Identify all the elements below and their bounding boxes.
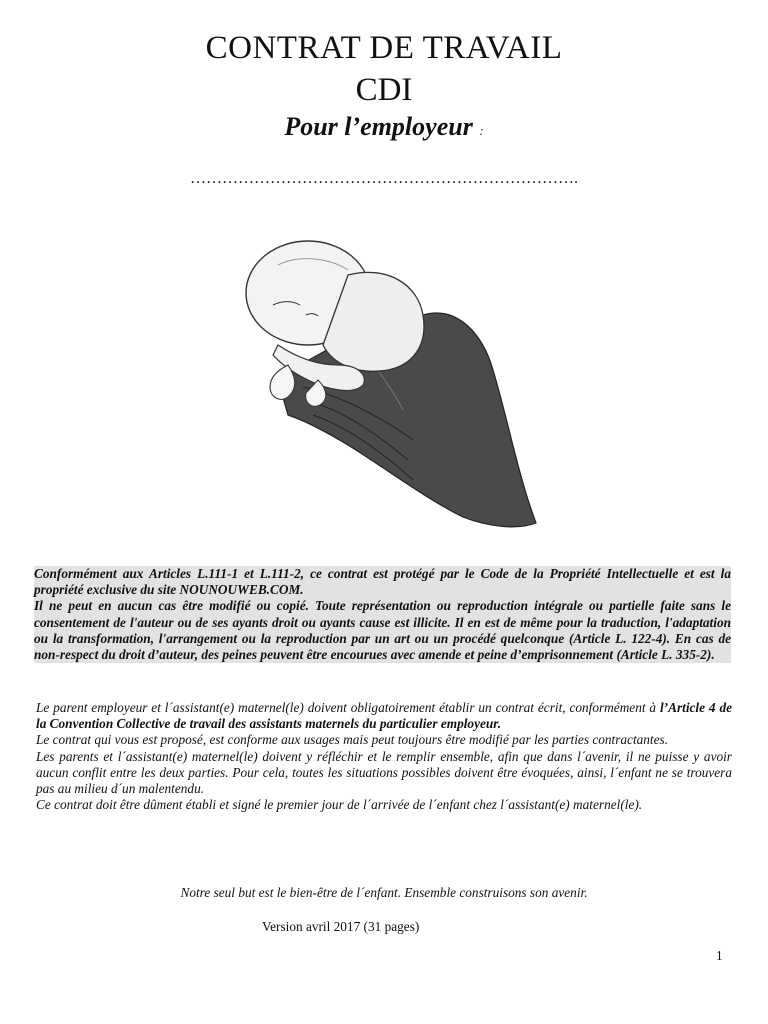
audience-colon: : bbox=[479, 123, 484, 138]
intro-paragraph: Le contrat qui vous est proposé, est conforme aux usages mais peut toujours être modifié par les parties contractantes. bbox=[36, 732, 669, 748]
intro-paragraph bbox=[36, 700, 732, 732]
legal-notice-box bbox=[34, 566, 731, 663]
document-audience bbox=[0, 112, 768, 142]
intro-paragraph: Les parents et l´assistant(e) maternel(le) doivent y réfléchir et le remplir ensemble, afin que dans l´avenir, il ne puisse y avoir aucun conflit entre les deux parties. Pour cela, toutes les situations possibles doivent être évoquées, ainsi, l´enfant ne se trouvera pas au milieu d´un malentendu. bbox=[36, 748, 732, 797]
baby-in-hands-drawing-icon bbox=[218, 205, 552, 535]
version-label: Version avril 2017 (31 pages) bbox=[262, 919, 420, 934]
intro-bold-reference: l’Article 4 de la Convention Collective de travail des assistants maternels du particulier employeur. bbox=[36, 700, 732, 732]
audience-label: Pour l’employeur bbox=[284, 112, 473, 141]
document-title: CONTRAT DE TRAVAIL bbox=[205, 30, 563, 66]
intro-text bbox=[36, 700, 732, 813]
legal-notice-paragraph: Conformément aux Articles L.111-1 et L.111-2, ce contrat est protégé par le Code de la Propriété Intellectuelle et est la propriété exclusive du site NOUNOUWEB.COM. bbox=[34, 566, 731, 598]
employer-name-line: ………………………………………………………………. bbox=[190, 170, 578, 187]
page-number: 1 bbox=[716, 948, 723, 963]
legal-notice-paragraph: Il ne peut en aucun cas être modifié ou copié. Toute représentation ou reproduction intégrale ou partielle faite sans le consentement de l'auteur ou de ses ayants droit ou ayants cause est illicite. Il en est de même pour la traduction, l'adaptation ou la transformation, l'arrangement ou la reproduction par un art ou un procédé quelconque (Article L. 122-4). En cas de non-respect du droit d’auteur, des peines peuvent être encourues avec amende et peine d’emprisonnement (Article L. 335-2). bbox=[34, 598, 731, 663]
motto: Notre seul but est le bien-être de l´enfant. Ensemble construisons son avenir. bbox=[180, 885, 588, 900]
intro-paragraph: Ce contrat doit être dûment établi et signé le premier jour de l´arrivée de l´enfant chez l´assistant(e) maternel(le). bbox=[36, 797, 643, 813]
document-subtitle-cdi: CDI bbox=[355, 72, 413, 108]
intro-text-run: Le parent employeur et l´assistant(e) maternel(le) doivent obligatoirement établir un contrat écrit, conformément à bbox=[36, 700, 660, 715]
